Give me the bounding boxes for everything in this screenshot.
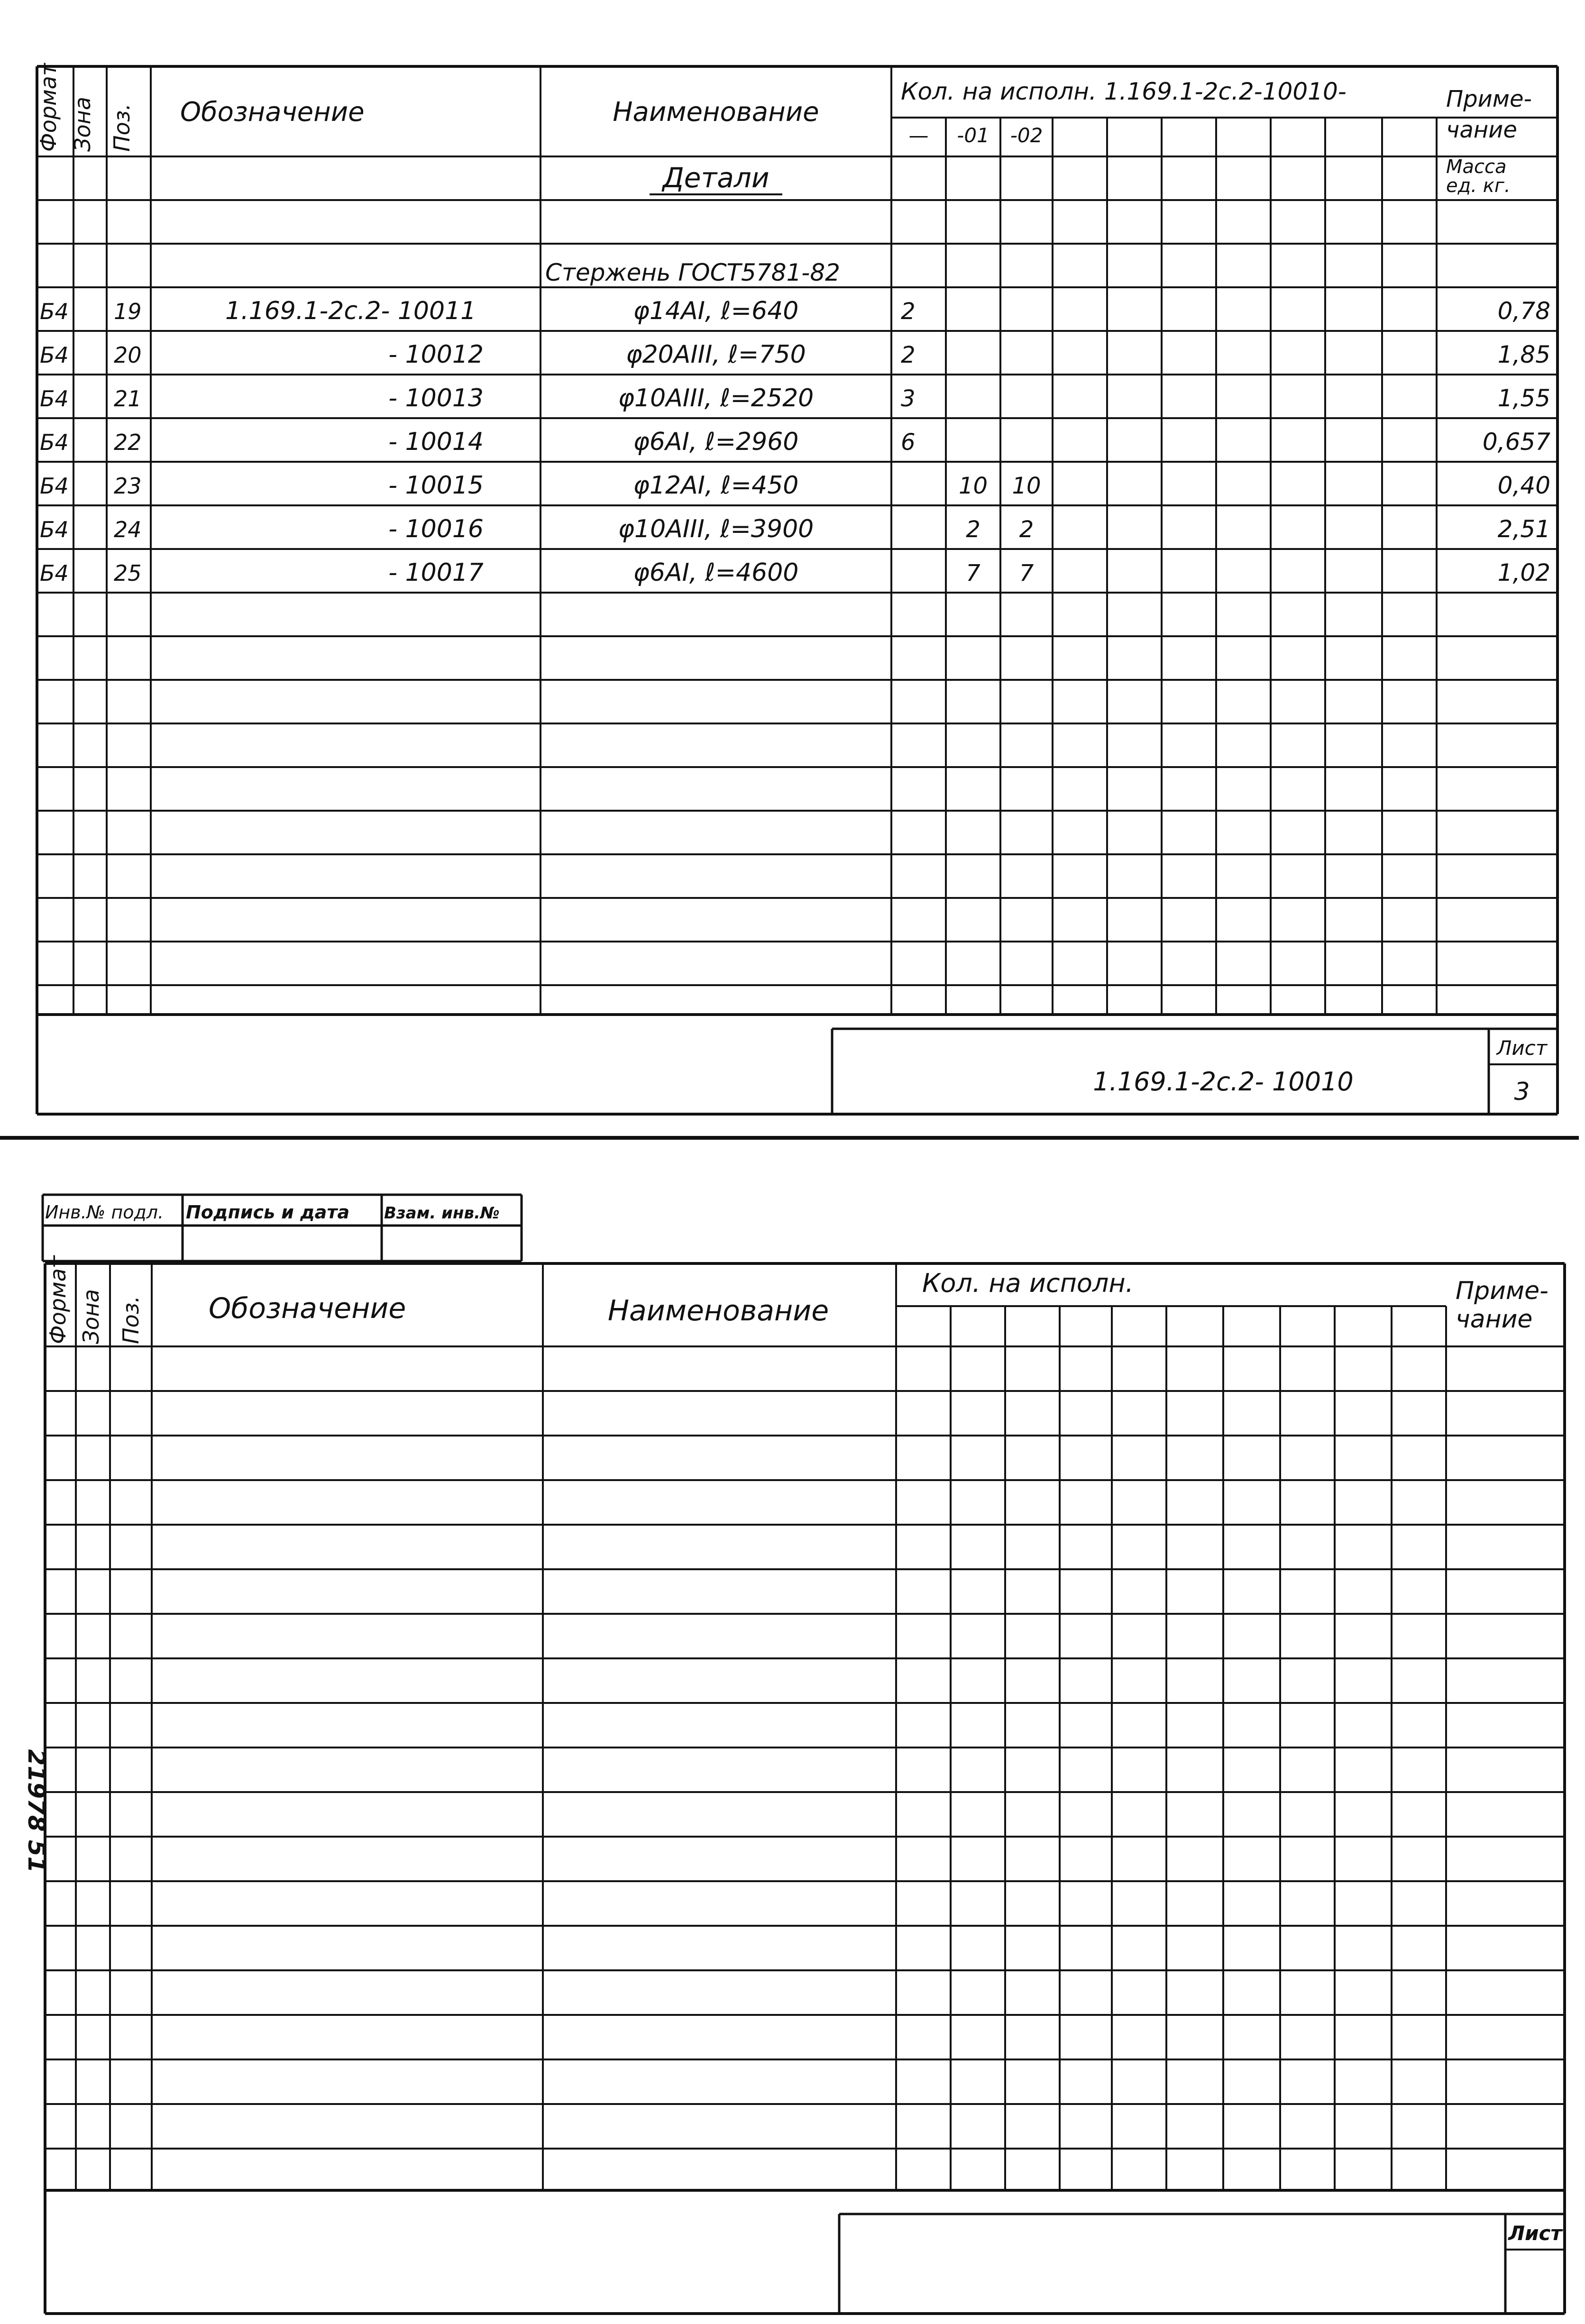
sheet1-sheet-label: Лист bbox=[1496, 1036, 1548, 1060]
row-format: Б4 bbox=[40, 342, 69, 368]
row-pos: 23 bbox=[114, 473, 142, 499]
designation-header: Обозначение bbox=[209, 1292, 406, 1325]
note-header-line2: чание bbox=[1456, 1305, 1533, 1334]
row-designation: - 10017 bbox=[388, 558, 484, 587]
name-header: Наименование bbox=[613, 97, 819, 128]
row-pos: 19 bbox=[114, 299, 142, 324]
row-name: φ6AI, ℓ=2960 bbox=[633, 428, 799, 456]
row-pos: 22 bbox=[114, 430, 142, 455]
row-name: φ20AIII, ℓ=750 bbox=[626, 340, 806, 369]
qty-header: Кол. на исполн. 1.169.1-2с.2-10010- bbox=[901, 78, 1347, 105]
row-mass: 0,657 bbox=[1482, 428, 1550, 456]
row-qty-02: 10 bbox=[1012, 473, 1041, 499]
row-pos: 20 bbox=[114, 342, 142, 368]
sheet2-text bbox=[23, 1202, 1563, 2245]
side-stamp-sign: Подпись и дата bbox=[186, 1202, 350, 1223]
margin-inventory-number: 21978 51 bbox=[23, 1749, 50, 1873]
row-mass: 2,51 bbox=[1497, 515, 1550, 543]
row-qty-base: 2 bbox=[901, 342, 916, 368]
row-pos: 24 bbox=[114, 517, 142, 542]
row-qty-02: 2 bbox=[1019, 516, 1034, 543]
row-designation: - 10012 bbox=[388, 340, 484, 369]
row-mass: 1,55 bbox=[1497, 384, 1550, 412]
qty-header: Кол. на исполн. bbox=[922, 1268, 1134, 1298]
row-format: Б4 bbox=[40, 386, 69, 412]
group-title: Стержень ГОСТ5781-82 bbox=[545, 259, 840, 286]
note-mass-line1: Масса bbox=[1446, 156, 1507, 178]
row-name: φ6AI, ℓ=4600 bbox=[633, 558, 799, 587]
row-designation: 1.169.1-2с.2- 10011 bbox=[225, 297, 476, 325]
row-format: Б4 bbox=[40, 430, 69, 455]
row-mass: 1,02 bbox=[1497, 559, 1550, 586]
row-designation: - 10014 bbox=[388, 428, 484, 456]
sheet2-grid bbox=[43, 1195, 1565, 2314]
row-qty-02: 7 bbox=[1019, 560, 1034, 586]
sheet1-sheet-number: 3 bbox=[1514, 1078, 1530, 1106]
row-format: Б4 bbox=[40, 299, 69, 324]
row-qty-base: 2 bbox=[901, 298, 916, 325]
row-name: φ10AIII, ℓ=3900 bbox=[618, 515, 814, 543]
note-mass-line2: ед. кг. bbox=[1446, 175, 1511, 197]
sheet1-text bbox=[36, 63, 1550, 1106]
zone-header: Зона bbox=[70, 97, 95, 152]
row-designation: - 10015 bbox=[388, 471, 484, 500]
row-format: Б4 bbox=[40, 517, 69, 542]
row-designation: - 10013 bbox=[388, 384, 484, 412]
sheet1-doc-number: 1.169.1-2с.2- 10010 bbox=[1093, 1067, 1354, 1097]
name-header: Наименование bbox=[607, 1294, 829, 1327]
row-designation: - 10016 bbox=[388, 515, 484, 543]
row-qty-01: 2 bbox=[966, 516, 980, 543]
row-name: φ14AI, ℓ=640 bbox=[633, 297, 799, 325]
row-format: Б4 bbox=[40, 560, 69, 586]
designation-header: Обозначение bbox=[180, 97, 365, 128]
row-pos: 25 bbox=[114, 560, 142, 586]
row-qty-base: 3 bbox=[901, 385, 916, 412]
row-pos: 21 bbox=[114, 386, 142, 412]
sheet1-grid bbox=[0, 66, 1579, 1138]
side-stamp-replace: Взам. инв.№ bbox=[384, 1204, 500, 1223]
variant-header: -02 bbox=[1010, 124, 1043, 147]
note-header-line1: Приме- bbox=[1446, 86, 1532, 112]
variant-header: -01 bbox=[957, 124, 989, 147]
row-name: φ12AI, ℓ=450 bbox=[633, 471, 799, 500]
row-mass: 0,40 bbox=[1497, 472, 1550, 499]
row-qty-base: 6 bbox=[901, 429, 916, 456]
pos-header: Поз. bbox=[118, 1296, 144, 1344]
format-header: Формат bbox=[45, 1255, 71, 1344]
row-qty-01: 10 bbox=[958, 473, 988, 499]
side-stamp-inv: Инв.№ подл. bbox=[45, 1202, 164, 1223]
row-qty-01: 7 bbox=[966, 560, 980, 586]
note-header-line2: чание bbox=[1446, 117, 1517, 143]
zone-header: Зона bbox=[78, 1289, 104, 1344]
pos-header: Поз. bbox=[109, 103, 135, 152]
row-format: Б4 bbox=[40, 473, 69, 499]
section-title: Детали bbox=[662, 162, 770, 194]
sheet2-sheet-label: Лист bbox=[1508, 2222, 1562, 2245]
row-name: φ10AIII, ℓ=2520 bbox=[618, 384, 814, 412]
variant-header: — bbox=[908, 124, 929, 147]
format-header: Формат bbox=[36, 63, 61, 152]
row-mass: 0,78 bbox=[1497, 297, 1550, 325]
row-mass: 1,85 bbox=[1497, 341, 1550, 368]
note-header-line1: Приме- bbox=[1456, 1277, 1548, 1305]
